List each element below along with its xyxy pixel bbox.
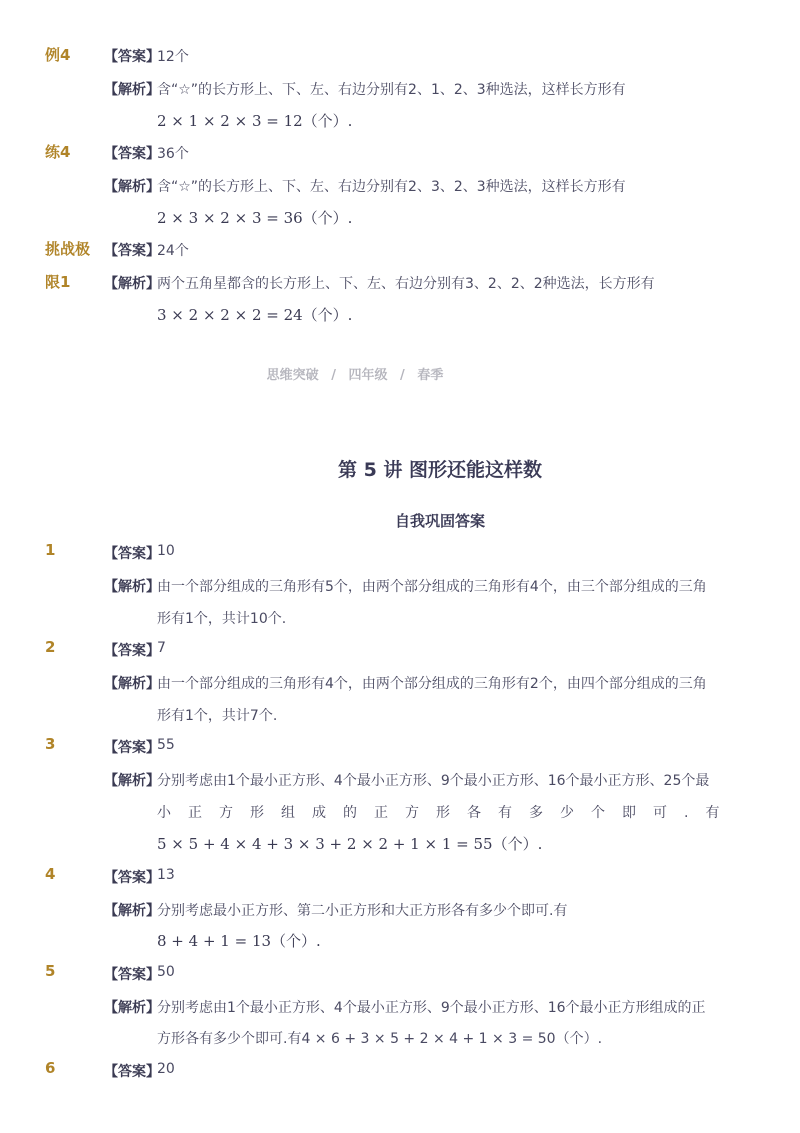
analysis-formula: 3 × 2 × 2 × 2 = 24（个）. <box>157 306 353 324</box>
item-number: 2 <box>45 638 56 656</box>
answer-value: 55 <box>157 737 175 753</box>
section-title: 自我巩固答案 <box>394 512 485 530</box>
answer-tag: 【答案】 <box>104 870 160 886</box>
item-label: 挑战极 <box>45 240 91 258</box>
analysis-text: 由一个部分组成的三角形有5个，由两个部分组成的三角形有4个，由三个部分组成的三角 <box>157 579 707 595</box>
answer-tag: 【答案】 <box>104 49 160 65</box>
answer-tag: 【答案】 <box>104 967 160 983</box>
item-number: 3 <box>45 735 56 753</box>
answer-tag: 【答案】 <box>104 546 160 562</box>
analysis-text: 方形各有多少个即可.有4 × 6 + 3 × 5 + 2 × 4 + 1 × 3 = 50（个）. <box>157 1031 603 1047</box>
answer-value: 10 <box>157 543 175 559</box>
footer-grade: 四年级 <box>348 368 388 383</box>
analysis-text: 含“☆”的长方形上、下、左、右边分别有2、3、2、3种选法，这样长方形有 <box>157 179 626 195</box>
analysis-text: 由一个部分组成的三角形有4个，由两个部分组成的三角形有2个，由四个部分组成的三角 <box>157 676 707 692</box>
item-number: 5 <box>45 962 56 980</box>
analysis-tag: 【解析】 <box>104 903 160 919</box>
answer-tag: 【答案】 <box>104 740 160 756</box>
analysis-text: 形有1个，共计10个. <box>157 611 287 627</box>
analysis-formula: 2 × 1 × 2 × 3 = 12（个）. <box>157 112 353 130</box>
page-footer <box>0 364 710 383</box>
analysis-formula: 2 × 3 × 2 × 3 = 36（个）. <box>157 209 353 227</box>
footer-term: 春季 <box>417 368 444 383</box>
answer-tag: 【答案】 <box>104 1064 160 1080</box>
footer-book: 思维突破 <box>266 368 319 383</box>
answer-value: 20 <box>157 1061 175 1077</box>
analysis-text: 分别考虑由1个最小正方形、4个最小正方形、9个最小正方形、16个最小正方形组成的正 <box>157 1000 706 1016</box>
answer-tag: 【答案】 <box>104 146 160 162</box>
analysis-formula: 8 + 4 + 1 = 13（个）. <box>157 932 321 950</box>
item-label-cont: 限1 <box>45 273 71 291</box>
analysis-tag: 【解析】 <box>104 1000 160 1016</box>
analysis-tag: 【解析】 <box>104 676 160 692</box>
answer-value: 7 <box>157 640 166 656</box>
item-label: 例4 <box>45 46 71 64</box>
lecture-title: 第 5 讲 图形还能这样数 <box>337 459 543 481</box>
item-label: 练4 <box>45 143 71 161</box>
analysis-text: 分别考虑最小正方形、第二小正方形和大正方形各有多少个即可.有 <box>157 903 568 919</box>
analysis-tag: 【解析】 <box>104 179 160 195</box>
answer-value: 50 <box>157 964 175 980</box>
answer-value: 13 <box>157 867 175 883</box>
analysis-text: 两个五角星都含的长方形上、下、左、右边分别有3、2、2、2种选法，长方形有 <box>157 276 655 292</box>
answer-value: 12个 <box>157 49 189 65</box>
analysis-tag: 【解析】 <box>104 276 160 292</box>
analysis-text: 分别考虑由1个最小正方形、4个最小正方形、9个最小正方形、16个最小正方形、25个最 <box>157 773 710 789</box>
analysis-tag: 【解析】 <box>104 579 160 595</box>
analysis-text: 含“☆”的长方形上、下、左、右边分别有2、1、2、3种选法，这样长方形有 <box>157 82 626 98</box>
item-number: 4 <box>45 865 56 883</box>
item-number: 1 <box>45 541 56 559</box>
footer-separator: / <box>400 368 405 383</box>
answer-tag: 【答案】 <box>104 643 160 659</box>
analysis-formula: 5 × 5 + 4 × 4 + 3 × 3 + 2 × 2 + 1 × 1 = 55（个）. <box>157 835 543 853</box>
answer-tag: 【答案】 <box>104 243 160 259</box>
answer-value: 36个 <box>157 146 189 162</box>
answer-value: 24个 <box>157 243 189 259</box>
analysis-tag: 【解析】 <box>104 773 160 789</box>
item-number: 6 <box>45 1059 56 1077</box>
footer-separator: / <box>331 368 336 383</box>
analysis-text: 形有1个，共计7个. <box>157 708 278 724</box>
analysis-tag: 【解析】 <box>104 82 160 98</box>
analysis-text: 小正方形组成的正方形各有多少个即可.有 <box>157 805 737 821</box>
